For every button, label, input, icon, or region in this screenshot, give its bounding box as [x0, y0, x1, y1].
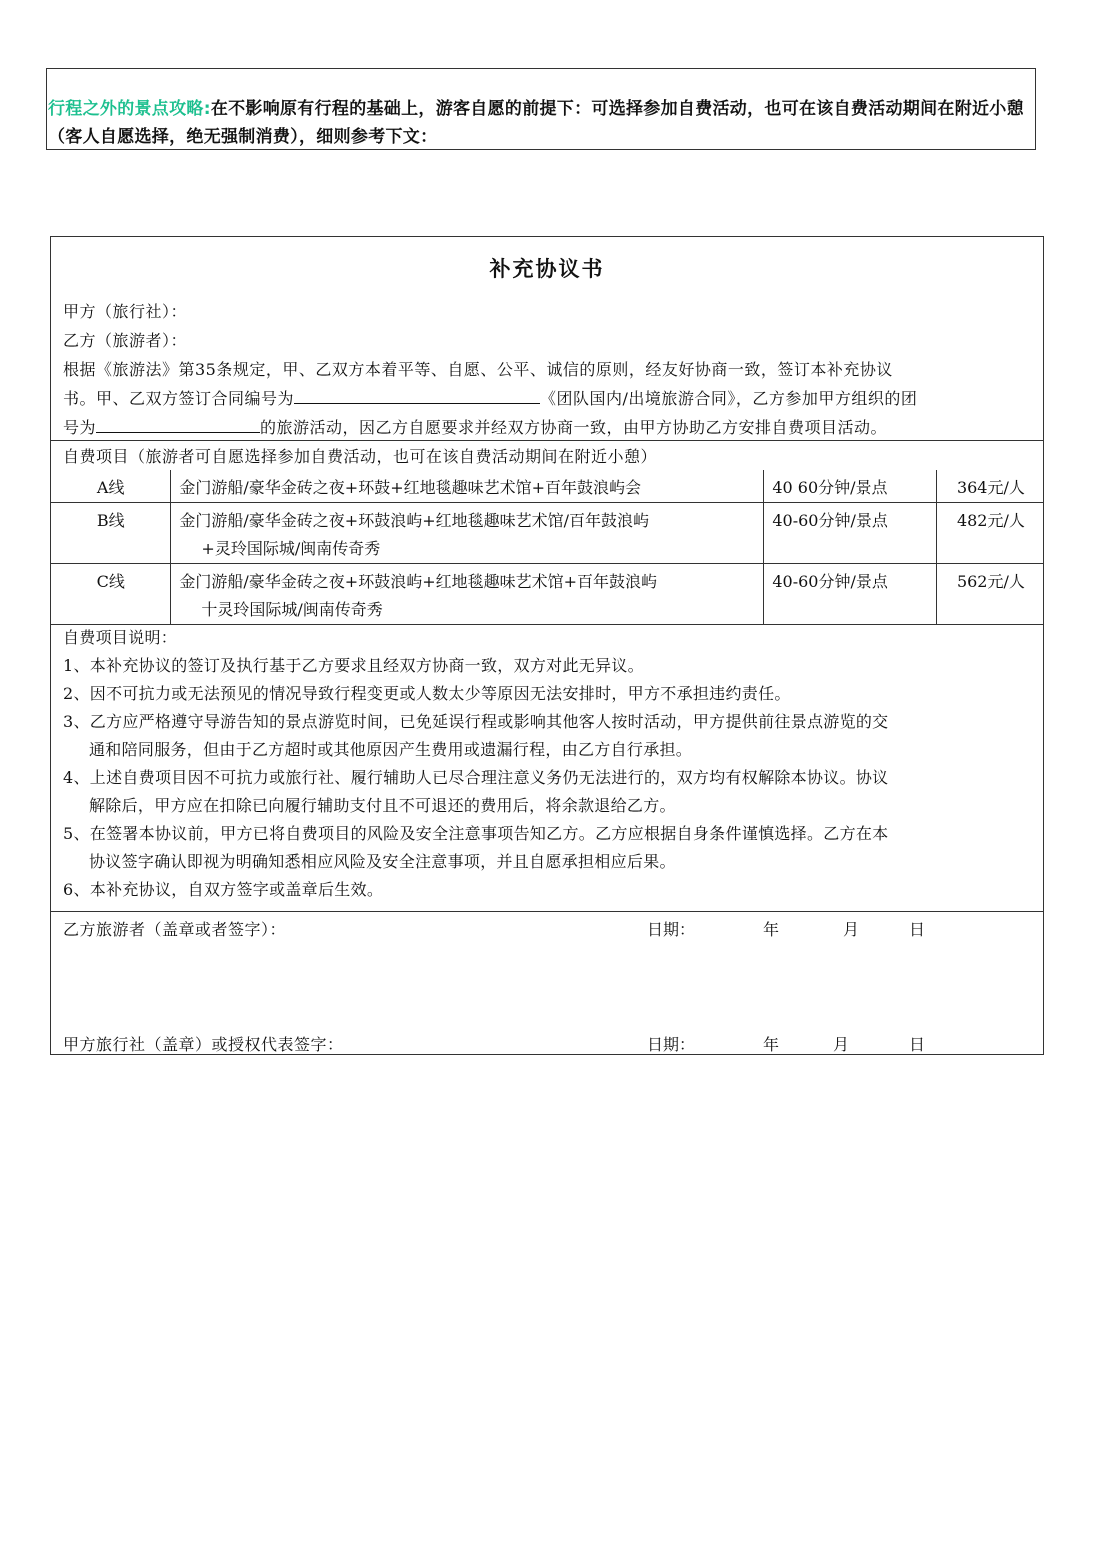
date-year: 年 — [763, 920, 780, 939]
date-label: 日期： — [647, 920, 696, 939]
party-b-signature-label: 乙方旅游者（盖章或者签字）： — [63, 920, 287, 939]
route-items — [171, 470, 764, 503]
party-a-signature-label: 甲方旅行社（盖章）或授权代表签字： — [63, 1035, 344, 1054]
route-duration: 40 60分钟/景点 — [764, 470, 936, 503]
party-a-date — [647, 1032, 925, 1055]
supplementary-agreement — [50, 236, 1044, 1055]
preamble-line-3a: 号为 — [63, 418, 97, 437]
route-items-text: 金门游船/豪华金砖之夜+环鼓浪屿+红地毯趣味艺术馆+百年鼓浪屿 — [179, 572, 658, 591]
route-items-text-2: +灵玲国际城/闽南传奇秀 — [201, 539, 381, 558]
date-day: 日 — [909, 920, 926, 939]
notice-text: 在不影响原有行程的基础上，游客自愿的前提下：可选择参加自费活动，也可在该自费活动期间在附近小憩（客人自愿选择，绝无强制消费），细则参考下文： — [48, 99, 1024, 147]
term-2: 2、因不可抗力或无法预见的情况导致行程变更或人数太少等原因无法安排时，甲方不承担违约责任。 — [63, 684, 791, 703]
party-b-date — [647, 917, 925, 940]
fee-items-header: 自费项目（旅游者可自愿选择参加自费活动，也可在该自费活动期间在附近小憩） — [63, 447, 658, 466]
divider — [51, 440, 1043, 441]
preamble-line-2b: 《团队国内/出境旅游合同》，乙方参加甲方组织的团 — [540, 389, 918, 408]
terms-title: 自费项目说明： — [63, 628, 178, 647]
route-price: 482元/人 — [936, 503, 1043, 564]
date-month: 月 — [833, 1035, 850, 1054]
date-day: 日 — [909, 1035, 926, 1054]
date-label: 日期： — [647, 1035, 696, 1054]
route-name: A线 — [51, 470, 171, 503]
route-items-text-2: 十灵玲国际城/闽南传奇秀 — [201, 600, 383, 619]
route-price: 562元/人 — [936, 564, 1043, 625]
party-b-label: 乙方（旅游者）： — [63, 331, 188, 350]
route-items-text: 金门游船/豪华金砖之夜+环鼓浪屿+红地毯趣味艺术馆/百年鼓浪屿 — [179, 511, 650, 530]
term-5-cont: 协议签字确认即视为明确知悉相应风险及安全注意事项，并且自愿承担相应后果。 — [89, 852, 676, 871]
route-name: B线 — [51, 503, 171, 564]
term-6: 6、本补充协议，自双方签字或盖章后生效。 — [63, 880, 384, 899]
term-1: 1、本补充协议的签订及执行基于乙方要求且经双方协商一致，双方对此无异议。 — [63, 656, 644, 675]
date-month: 月 — [843, 920, 860, 939]
party-a-label: 甲方（旅行社）： — [63, 302, 188, 321]
term-3: 3、乙方应严格遵守导游告知的景点游览时间，已免延误行程或影响其他客人按时活动，甲方提供前往景点游览的交 — [63, 712, 889, 731]
route-items — [171, 564, 764, 625]
preamble-line-2 — [63, 386, 917, 409]
term-5: 5、在签署本协议前，甲方已将自费项目的风险及安全注意事项告知乙方。乙方应根据自身条件谨慎选择。乙方在本 — [63, 824, 889, 843]
table-row — [51, 503, 1043, 564]
fee-items-table — [51, 470, 1043, 625]
preamble-line-3b: 的旅游活动，因乙方自愿要求并经双方协商一致，由甲方协助乙方安排自费项目活动。 — [260, 418, 888, 437]
term-4-cont: 解除后，甲方应在扣除已向履行辅助支付且不可退还的费用后，将余款退给乙方。 — [89, 796, 676, 815]
route-items-text: 金门游船/豪华金砖之夜+环鼓+红地毯趣味艺术馆+百年鼓浪屿会 — [179, 478, 642, 497]
term-3-cont: 通和陪同服务，但由于乙方超时或其他原因产生费用或遗漏行程，由乙方自行承担。 — [89, 740, 693, 759]
route-items — [171, 503, 764, 564]
terms-section — [63, 624, 1035, 904]
preamble-line-3 — [63, 415, 887, 438]
notice-heading: 行程之外的景点攻略: — [48, 99, 211, 119]
divider — [51, 911, 1043, 912]
route-name: C线 — [51, 564, 171, 625]
route-duration: 40-60分钟/景点 — [764, 503, 936, 564]
table-row — [51, 470, 1043, 503]
itinerary-notice-box — [46, 68, 1036, 150]
preamble-line-1: 根据《旅游法》第35条规定，甲、乙双方本着平等、自愿、公平、诚信的原则，经友好协商一致，签订本补充协议 — [63, 360, 893, 379]
contract-number-blank[interactable] — [294, 389, 540, 404]
agreement-title: 补充协议书 — [489, 257, 605, 281]
route-price: 364元/人 — [936, 470, 1043, 503]
route-duration: 40-60分钟/景点 — [764, 564, 936, 625]
term-4: 4、上述自费项目因不可抗力或旅行社、履行辅助人已尽合理注意义务仍无法进行的，双方均有权解除本协议。协议 — [63, 768, 889, 787]
table-row — [51, 564, 1043, 625]
preamble-line-2a: 书。甲、乙双方签订合同编号为 — [63, 389, 295, 408]
group-number-blank[interactable] — [96, 418, 260, 433]
date-year: 年 — [763, 1035, 780, 1054]
